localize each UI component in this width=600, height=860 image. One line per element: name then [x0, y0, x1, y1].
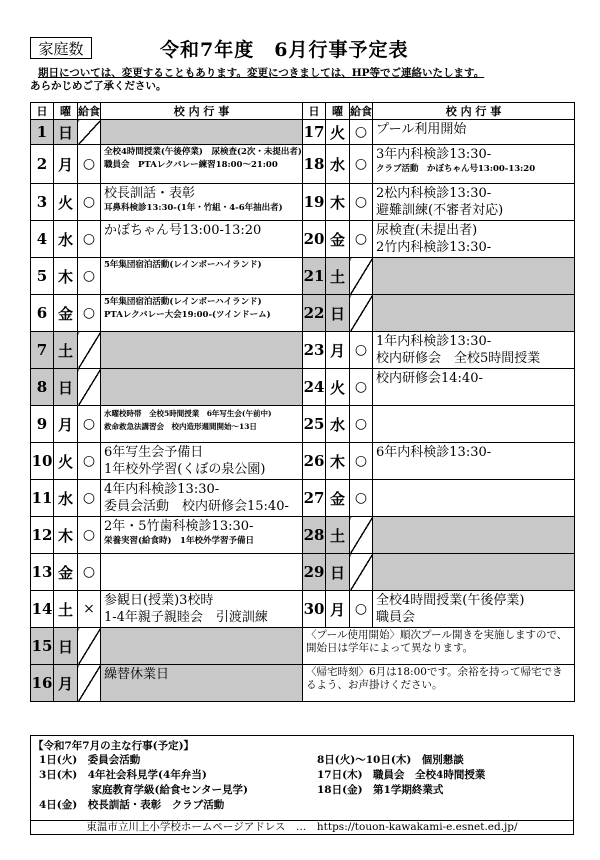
lunch-mark: ○	[350, 369, 373, 406]
event-text: 1-4年親子親睦会 引渡訓練	[104, 610, 268, 625]
day-number: 14	[31, 591, 54, 628]
day-number: 24	[303, 369, 326, 406]
day-number: 18	[303, 145, 326, 184]
page-title: 令和7年度 6月行事予定表	[160, 39, 409, 61]
day-number: 19	[303, 184, 326, 221]
lunch-mark: ○	[78, 554, 101, 591]
day-number: 6	[31, 295, 54, 332]
note-cell: 〈プール使用開始〉順次プール開きを実施しますので、開始日は学年によって異なります。	[303, 628, 575, 665]
weekday: 土	[326, 517, 350, 554]
notice-line-1: 期日については、変更することもあります。変更につきましては、HP等でご連絡いたします。	[38, 67, 485, 79]
table-row	[31, 258, 575, 295]
weekday: 日	[54, 120, 78, 145]
event-text: 水曜校時帯 全校5時間授業 6年写生会(午前中)	[104, 409, 272, 418]
event-text: 4年内科検診13:30-	[104, 482, 220, 497]
events-cell-left	[101, 369, 303, 406]
events-cell-right	[373, 480, 575, 517]
weekday: 土	[326, 258, 350, 295]
day-number: 28	[303, 517, 326, 554]
july-item: 17日(木) 職員会 全校4時間授業	[317, 769, 486, 781]
event-text: 委員会活動 校内研修会15:40-	[104, 499, 289, 514]
weekday: 月	[326, 332, 350, 369]
july-item: 家庭教育学級(給食センター見学)	[39, 784, 249, 796]
header-events-right: 校 内 行 事	[373, 103, 575, 120]
lunch-mark: ○	[78, 480, 101, 517]
events-cell-right	[373, 145, 575, 184]
event-text: クラブ活動 かぼちゃん号13:00-13:20	[376, 164, 536, 174]
lunch-mark: ○	[78, 184, 101, 221]
july-item: 3日(木) 4年社会科見学(4年弁当)	[39, 769, 207, 781]
weekday: 水	[326, 145, 350, 184]
weekday: 水	[54, 480, 78, 517]
lunch-mark	[78, 120, 101, 145]
event-text: 職員会 PTAレクバレー練習18:00～21:00	[104, 160, 278, 170]
lunch-mark: ○	[350, 184, 373, 221]
notice-line-2: あらかじめご了承ください。	[30, 80, 167, 92]
header-day-right: 日	[303, 103, 326, 120]
notice	[30, 67, 570, 93]
lunch-mark: ×	[78, 591, 101, 628]
weekday: 月	[326, 591, 350, 628]
events-cell-left	[101, 443, 303, 480]
lunch-mark: ○	[78, 406, 101, 443]
events-cell-right	[373, 517, 575, 554]
event-text: PTAレクバレー大会19:00-(ツインドーム)	[104, 310, 271, 320]
weekday: 木	[326, 443, 350, 480]
weekday: 水	[54, 221, 78, 258]
header-weekday-right: 曜	[326, 103, 350, 120]
events-cell-right	[373, 332, 575, 369]
table-row	[31, 120, 575, 145]
lunch-mark	[350, 295, 373, 332]
weekday: 月	[54, 145, 78, 184]
lunch-mark	[350, 554, 373, 591]
day-number: 20	[303, 221, 326, 258]
event-text: 繰替休業日	[104, 667, 170, 682]
day-number: 9	[31, 406, 54, 443]
lunch-mark: ○	[350, 443, 373, 480]
day-number: 30	[303, 591, 326, 628]
event-text: 校内研修会 全校5時間授業	[376, 351, 541, 366]
events-cell-left	[101, 628, 303, 665]
table-row	[31, 369, 575, 406]
events-cell-left	[101, 665, 303, 702]
events-cell-left	[101, 554, 303, 591]
events-cell-right	[373, 184, 575, 221]
event-text: 参観日(授業)3校時	[104, 593, 214, 608]
lunch-mark: ○	[350, 221, 373, 258]
table-header-row	[31, 103, 575, 120]
event-text: 5年集団宿泊活動(レインボーハイランド)	[104, 297, 262, 307]
table-row	[31, 332, 575, 369]
lunch-mark: ○	[350, 120, 373, 145]
day-number: 21	[303, 258, 326, 295]
weekday: 日	[54, 369, 78, 406]
day-number: 7	[31, 332, 54, 369]
events-cell-left	[101, 517, 303, 554]
weekday: 水	[326, 406, 350, 443]
table-row	[31, 295, 575, 332]
day-number: 3	[31, 184, 54, 221]
events-cell-right	[373, 443, 575, 480]
weekday: 木	[54, 258, 78, 295]
day-number: 27	[303, 480, 326, 517]
event-text: 2竹内科検診13:30-	[376, 240, 492, 255]
header-events-left: 校 内 行 事	[101, 103, 303, 120]
day-number: 29	[303, 554, 326, 591]
events-cell-left	[101, 120, 303, 145]
table-row	[31, 628, 575, 665]
day-number: 16	[31, 665, 54, 702]
events-cell-left	[101, 145, 303, 184]
table-row	[31, 406, 575, 443]
july-item: 4日(金) 校長訓話・表彰 クラブ活動	[39, 799, 225, 811]
header-day-left: 日	[31, 103, 54, 120]
events-cell-right	[373, 369, 575, 406]
weekday: 土	[54, 591, 78, 628]
event-text: 3年内科検診13:30-	[376, 147, 492, 162]
header-lunch-left: 給食	[78, 103, 101, 120]
lunch-mark: ○	[78, 258, 101, 295]
lunch-mark: ○	[78, 145, 101, 184]
events-cell-left	[101, 221, 303, 258]
weekday: 火	[326, 369, 350, 406]
lunch-mark: ○	[78, 295, 101, 332]
weekday: 日	[326, 295, 350, 332]
events-cell-left	[101, 591, 303, 628]
event-text: 救命救急法講習会 校内造形週間開始～13日	[104, 422, 257, 431]
lunch-mark: ○	[350, 332, 373, 369]
event-text: 避難訓練(不審者対応)	[376, 203, 504, 218]
events-cell-left	[101, 406, 303, 443]
event-text: 6年内科検診13:30-	[376, 445, 492, 460]
schedule-table	[30, 102, 575, 702]
events-cell-right	[373, 554, 575, 591]
day-number: 5	[31, 258, 54, 295]
day-number: 25	[303, 406, 326, 443]
weekday: 金	[326, 221, 350, 258]
lunch-mark: ○	[78, 517, 101, 554]
lunch-mark	[78, 628, 101, 665]
event-text: 2松内科検診13:30-	[376, 186, 492, 201]
lunch-mark	[78, 665, 101, 702]
weekday: 木	[326, 184, 350, 221]
table-row	[31, 554, 575, 591]
event-text: 栄養実習(給食時) 1年校外学習予備日	[104, 536, 254, 546]
day-number: 2	[31, 145, 54, 184]
lunch-mark	[78, 332, 101, 369]
events-cell-left	[101, 258, 303, 295]
events-cell-right	[373, 120, 575, 145]
event-text: 校長訓話・表彰	[104, 186, 196, 201]
lunch-mark	[350, 258, 373, 295]
weekday: 日	[54, 628, 78, 665]
event-text: かぼちゃん号13:00-13:20	[104, 223, 262, 238]
july-item: 18日(金) 第1学期終業式	[317, 784, 444, 796]
note-cell: 〈帰宅時刻〉6月は18:00です。余裕を持って帰宅できるよう、お声掛けください。	[303, 665, 575, 702]
weekday: 火	[54, 443, 78, 480]
weekday: 日	[326, 554, 350, 591]
event-text: 全校4時間授業(午後停業) 尿検査(2次・未提出者)	[104, 147, 302, 157]
day-number: 22	[303, 295, 326, 332]
lunch-mark: ○	[350, 480, 373, 517]
table-row	[31, 665, 575, 702]
table-row	[31, 443, 575, 480]
events-cell-right	[373, 258, 575, 295]
july-item: 8日(火)～10日(木) 個別懇談	[317, 754, 464, 766]
event-text: 5年集団宿泊活動(レインボーハイランド)	[104, 260, 262, 270]
day-number: 1	[31, 120, 54, 145]
lunch-mark: ○	[350, 145, 373, 184]
events-cell-right	[373, 406, 575, 443]
day-number: 26	[303, 443, 326, 480]
weekday: 火	[54, 184, 78, 221]
day-number: 15	[31, 628, 54, 665]
event-text: 2年・5竹歯科検診13:30-	[104, 519, 254, 534]
event-text: 1年内科検診13:30-	[376, 334, 492, 349]
event-text: 1年校外学習(くぼの泉公園)	[104, 462, 266, 477]
table-row	[31, 517, 575, 554]
events-cell-right	[373, 295, 575, 332]
day-number: 8	[31, 369, 54, 406]
day-number: 23	[303, 332, 326, 369]
day-number: 4	[31, 221, 54, 258]
lunch-mark: ○	[350, 591, 373, 628]
day-number: 13	[31, 554, 54, 591]
weekday: 火	[326, 120, 350, 145]
weekday: 金	[54, 554, 78, 591]
events-cell-right	[373, 221, 575, 258]
lunch-mark: ○	[78, 221, 101, 258]
day-number: 12	[31, 517, 54, 554]
weekday: 土	[54, 332, 78, 369]
lunch-mark	[78, 369, 101, 406]
table-row	[31, 184, 575, 221]
event-text: 6年写生会予備日	[104, 445, 204, 460]
weekday: 金	[54, 295, 78, 332]
weekday: 月	[54, 406, 78, 443]
event-text: 尿検査(未提出者)	[376, 223, 478, 238]
table-row	[31, 221, 575, 258]
day-number: 17	[303, 120, 326, 145]
events-cell-left	[101, 295, 303, 332]
lunch-mark: ○	[78, 443, 101, 480]
category-tag: 家庭数	[30, 37, 92, 59]
events-cell-left	[101, 480, 303, 517]
event-text: 耳鼻科検診13:30-(1年・竹組・4-6年抽出者)	[104, 203, 283, 213]
lunch-mark: ○	[350, 406, 373, 443]
table-row	[31, 591, 575, 628]
july-item: 1日(火) 委員会活動	[39, 754, 141, 766]
weekday: 木	[54, 517, 78, 554]
day-number: 10	[31, 443, 54, 480]
events-cell-left	[101, 184, 303, 221]
header-lunch-right: 給食	[350, 103, 373, 120]
table-row	[31, 480, 575, 517]
event-text: 校内研修会14:40-	[376, 371, 483, 386]
event-text: 職員会	[376, 610, 416, 625]
weekday: 月	[54, 665, 78, 702]
weekday: 金	[326, 480, 350, 517]
july-heading: 【令和7年7月の主な行事(予定)】	[33, 740, 195, 752]
lunch-mark	[350, 517, 373, 554]
event-text: プール利用開始	[376, 122, 467, 137]
events-cell-right	[373, 591, 575, 628]
table-row	[31, 145, 575, 184]
header-weekday-left: 曜	[54, 103, 78, 120]
day-number: 11	[31, 480, 54, 517]
event-text: 全校4時間授業(午後停業)	[376, 593, 525, 608]
events-cell-left	[101, 332, 303, 369]
homepage-footer: 東温市立川上小学校ホームページアドレス … https://touon-kawakami-e.esnet.ed.jp/	[30, 820, 574, 835]
